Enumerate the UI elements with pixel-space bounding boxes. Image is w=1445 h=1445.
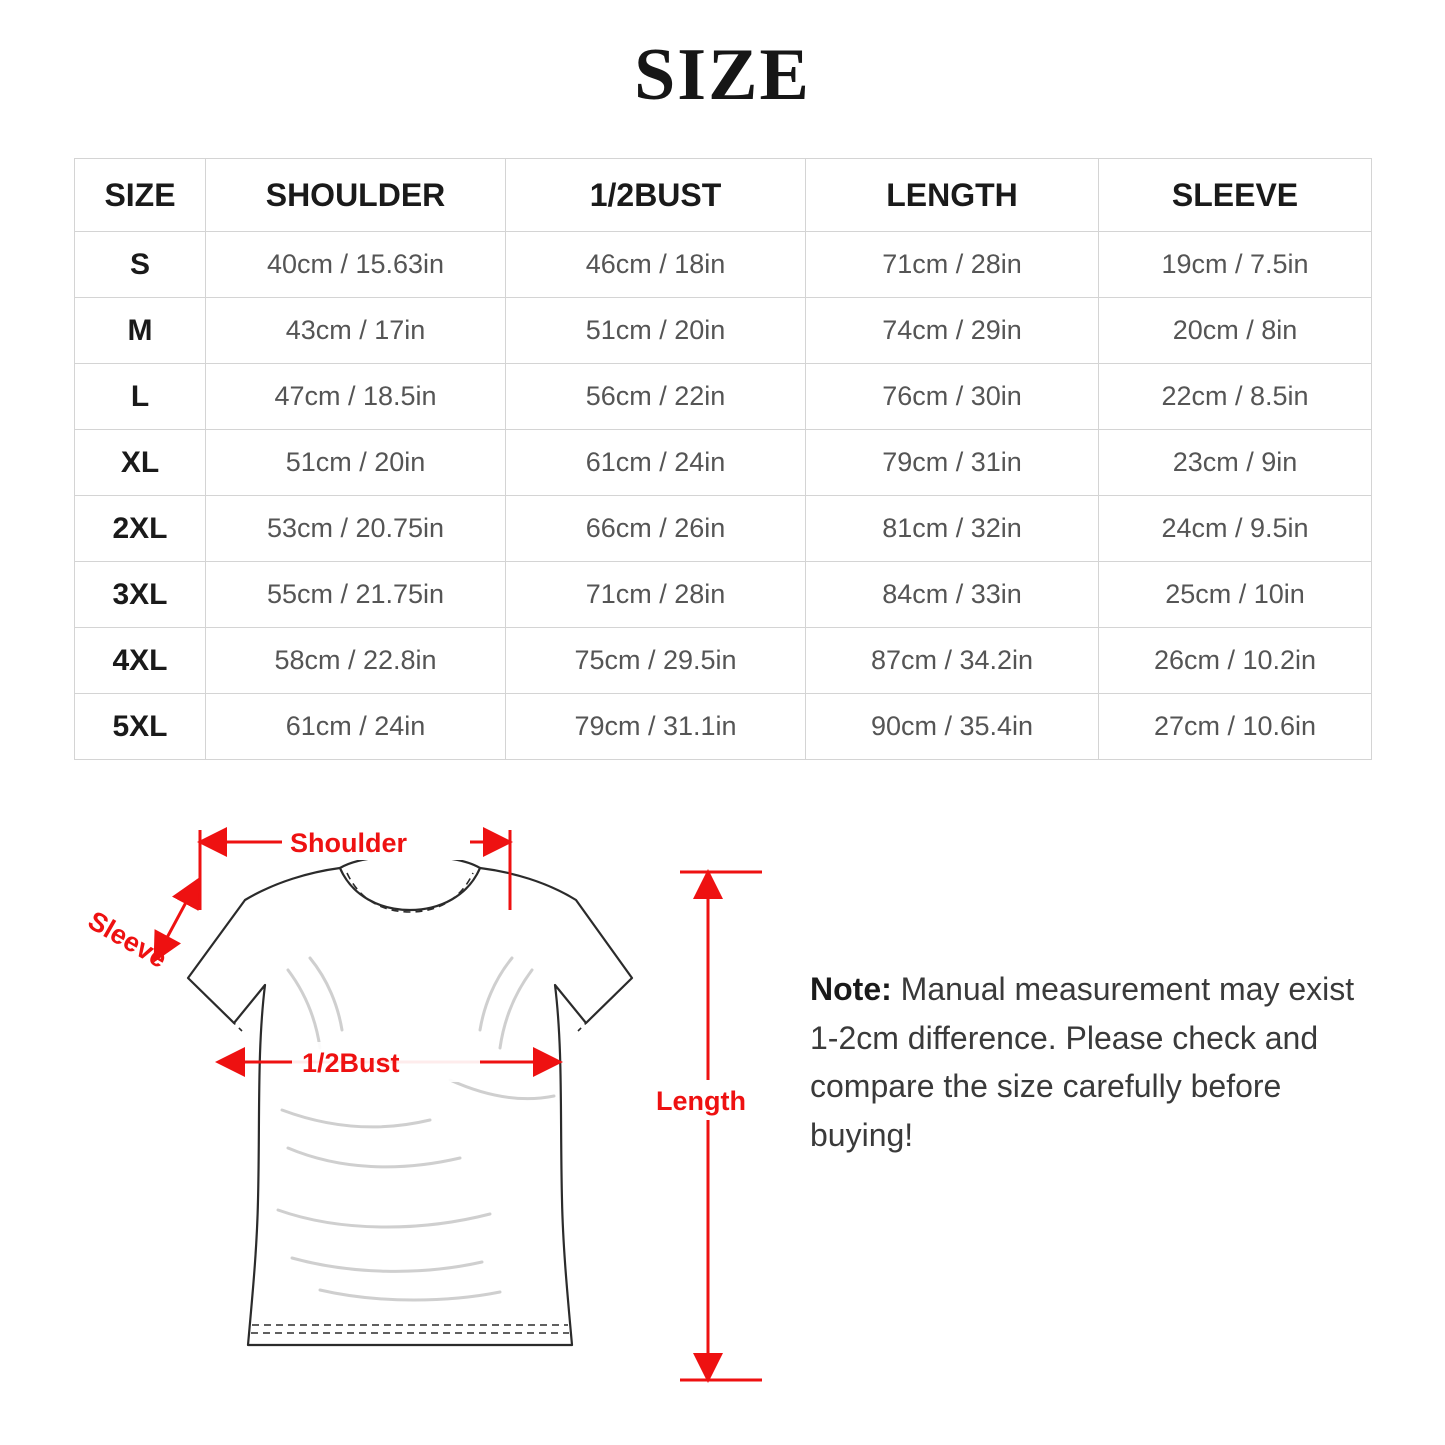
cell-size: 4XL: [75, 628, 206, 694]
cell-shoulder: 43cm / 17in: [206, 298, 506, 364]
column-header-sleeve: SLEEVE: [1099, 159, 1372, 232]
cell-bust: 51cm / 20in: [506, 298, 806, 364]
cell-bust: 61cm / 24in: [506, 430, 806, 496]
cell-size: XL: [75, 430, 206, 496]
cell-shoulder: 47cm / 18.5in: [206, 364, 506, 430]
page-title: SIZE: [634, 34, 811, 116]
cell-sleeve: 24cm / 9.5in: [1099, 496, 1372, 562]
table-row: [75, 364, 1372, 430]
shoulder-label: Shoulder: [290, 828, 408, 858]
cell-shoulder: 55cm / 21.75in: [206, 562, 506, 628]
cell-bust: 79cm / 31.1in: [506, 694, 806, 760]
cell-sleeve: 22cm / 8.5in: [1099, 364, 1372, 430]
cell-size: M: [75, 298, 206, 364]
cell-length: 81cm / 32in: [806, 496, 1099, 562]
table-row: [75, 496, 1372, 562]
cell-size: S: [75, 232, 206, 298]
length-label: Length: [656, 1086, 746, 1116]
cell-shoulder: 58cm / 22.8in: [206, 628, 506, 694]
bust-label: 1/2Bust: [302, 1048, 400, 1078]
table-row: [75, 298, 1372, 364]
cell-size: 5XL: [75, 694, 206, 760]
cell-shoulder: 61cm / 24in: [206, 694, 506, 760]
column-header-shoulder: SHOULDER: [206, 159, 506, 232]
column-header-bust: 1/2BUST: [506, 159, 806, 232]
note-block: [810, 965, 1390, 1160]
cell-length: 87cm / 34.2in: [806, 628, 1099, 694]
table-header-row: [75, 159, 1372, 232]
cell-sleeve: 19cm / 7.5in: [1099, 232, 1372, 298]
cell-size: L: [75, 364, 206, 430]
note-label: Note:: [810, 971, 892, 1007]
cell-sleeve: 23cm / 9in: [1099, 430, 1372, 496]
cell-bust: 46cm / 18in: [506, 232, 806, 298]
tshirt-illustration: [188, 856, 632, 1345]
length-measure-arrow: [650, 872, 766, 1380]
sleeve-label: Sleeve: [83, 905, 173, 974]
cell-shoulder: 51cm / 20in: [206, 430, 506, 496]
cell-sleeve: 20cm / 8in: [1099, 298, 1372, 364]
tshirt-measurement-diagram: [20, 780, 810, 1420]
cell-length: 71cm / 28in: [806, 232, 1099, 298]
column-header-size: SIZE: [75, 159, 206, 232]
cell-sleeve: 26cm / 10.2in: [1099, 628, 1372, 694]
cell-shoulder: 40cm / 15.63in: [206, 232, 506, 298]
note-text: Manual measurement may exist 1-2cm difference. Please check and compare the size carefully before buying!: [810, 971, 1355, 1153]
column-header-length: LENGTH: [806, 159, 1099, 232]
table-row: [75, 232, 1372, 298]
cell-length: 76cm / 30in: [806, 364, 1099, 430]
cell-bust: 66cm / 26in: [506, 496, 806, 562]
cell-bust: 56cm / 22in: [506, 364, 806, 430]
table-row: [75, 628, 1372, 694]
cell-sleeve: 25cm / 10in: [1099, 562, 1372, 628]
cell-shoulder: 53cm / 20.75in: [206, 496, 506, 562]
cell-length: 84cm / 33in: [806, 562, 1099, 628]
cell-sleeve: 27cm / 10.6in: [1099, 694, 1372, 760]
cell-bust: 75cm / 29.5in: [506, 628, 806, 694]
sleeve-measure-arrow: [72, 880, 198, 974]
cell-size: 2XL: [75, 496, 206, 562]
cell-bust: 71cm / 28in: [506, 562, 806, 628]
table-row: [75, 694, 1372, 760]
cell-size: 3XL: [75, 562, 206, 628]
table-row: [75, 562, 1372, 628]
cell-length: 74cm / 29in: [806, 298, 1099, 364]
table-row: [75, 430, 1372, 496]
cell-length: 79cm / 31in: [806, 430, 1099, 496]
size-chart-table: [74, 158, 1372, 760]
cell-length: 90cm / 35.4in: [806, 694, 1099, 760]
